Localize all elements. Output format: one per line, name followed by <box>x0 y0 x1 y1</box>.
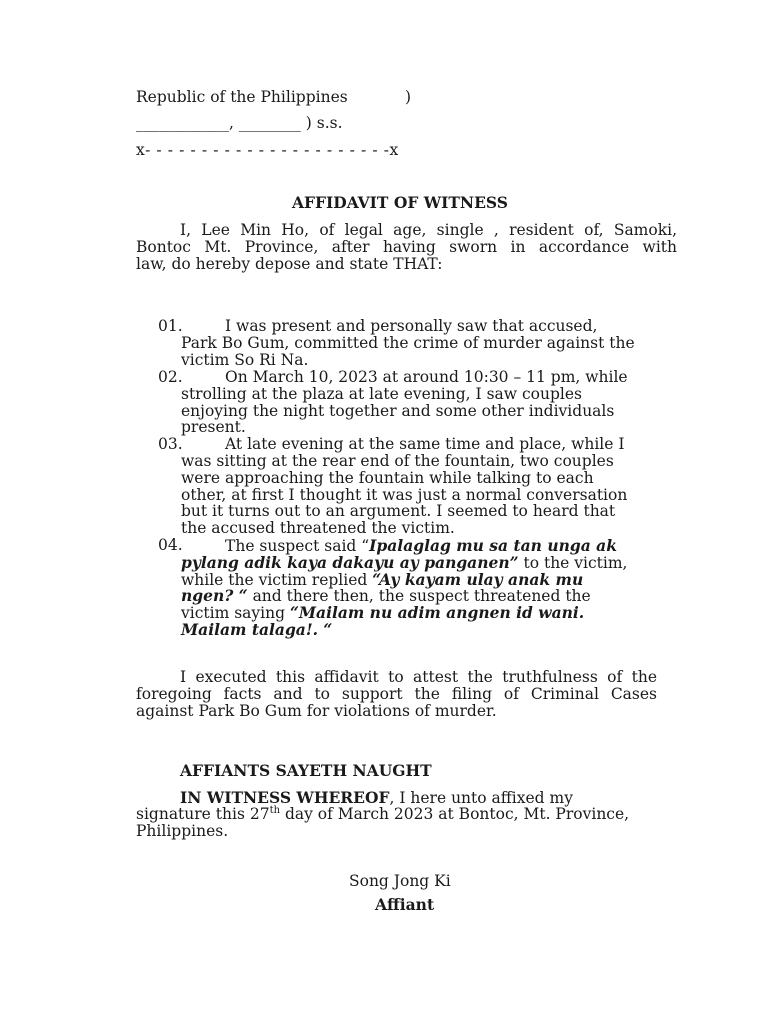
intro-line-2: Bontoc Mt. Province, after having sworn in accordance with <box>136 238 677 256</box>
item-04-quote: ngen? “ <box>181 586 248 605</box>
item-04-number: 04. <box>158 536 183 554</box>
intro-line-1: I, Lee Min Ho, of legal age, single , resident of, Samoki, <box>180 221 677 239</box>
item-04-text: The suspect said “ <box>225 537 370 555</box>
intro-paragraph <box>136 222 677 273</box>
item-04-quote: Mailam talaga!. “ <box>181 620 333 639</box>
item-04-line-6 <box>181 621 332 639</box>
affiant-name: Song Jong Ki <box>349 872 451 890</box>
item-03-first-line: At late evening at the same time and place, while I <box>225 435 625 453</box>
item-03-cont-2: were approaching the fountain while talking to each <box>181 469 594 487</box>
item-01-number: 01. <box>158 317 183 335</box>
item-04-text: to the victim, <box>518 554 628 572</box>
republic-line: Republic of the Philippines <box>136 88 348 106</box>
closing-line-2: foregoing facts and to support the filing of Criminal Cases <box>136 685 657 703</box>
witness-line-3: Philippines. <box>136 822 229 840</box>
sayeth-naught: AFFIANTS SAYETH NAUGHT <box>180 761 432 780</box>
item-04-quote: “Mailam nu adim angnen id wani. <box>289 603 585 622</box>
item-03-cont-3: other, at first I thought it was just a normal conversation <box>181 486 628 504</box>
item-02-cont-1: strolling at the plaza at late evening, I saw couples <box>181 385 582 403</box>
witness-text: day of March 2023 at Bontoc, Mt. Province, <box>280 805 630 823</box>
witness-text: signature this 27 <box>136 805 270 823</box>
item-02-number: 02. <box>158 368 183 386</box>
item-03-cont-5: the accused threatened the victim. <box>181 519 455 537</box>
item-04-text: victim saying <box>181 604 290 622</box>
intro-line-3: law, do hereby depose and state THAT: <box>136 255 443 273</box>
witness-text: , I here unto affixed my <box>389 789 573 807</box>
document-title: AFFIDAVIT OF WITNESS <box>292 193 508 212</box>
item-03-cont-1: was sitting at the rear end of the fountain, two couples <box>181 452 614 470</box>
item-04-quote: pylang adik kaya dakayu ay panganen” <box>181 553 519 572</box>
item-01-cont-2: victim So Ri Na. <box>181 351 309 369</box>
closing-line-3: against Park Bo Gum for violations of murder. <box>136 702 497 720</box>
item-03-number: 03. <box>158 435 183 453</box>
item-01-first-line: I was present and personally saw that accused, <box>225 317 598 335</box>
item-02-cont-2: enjoying the night together and some other individuals <box>181 402 615 420</box>
item-04-text: and there then, the suspect threatened the <box>247 587 591 605</box>
item-04-quote: Ipalaglag mu sa tan unga ak <box>369 536 617 555</box>
affiant-label: Affiant <box>375 895 435 914</box>
closing-paragraph <box>136 669 657 720</box>
witness-bold: IN WITNESS WHEREOF <box>180 788 390 807</box>
closing-line-1: I executed this affidavit to attest the truthfulness of the <box>180 668 657 686</box>
ordinal-suffix: th <box>269 804 281 816</box>
item-02-cont-3: present. <box>181 418 246 436</box>
item-04-text: while the victim replied <box>181 571 373 589</box>
venue-paren: ) <box>405 88 412 106</box>
item-02-first-line: On March 10, 2023 at around 10:30 – 11 pm, while <box>225 368 628 386</box>
item-04-quote: “Ay kayam ulay anak mu <box>372 570 584 589</box>
witness-line-2 <box>136 806 629 823</box>
venue-line: ____________, ________ ) s.s. <box>136 114 343 132</box>
separator-line: x- - - - - - - - - - - - - - - - - - - - - -x <box>136 141 399 159</box>
item-01-cont-1: Park Bo Gum, committed the crime of murder against the <box>181 334 635 352</box>
item-03-cont-4: but it turns out to an argument. I seemed to heard that <box>181 502 616 520</box>
